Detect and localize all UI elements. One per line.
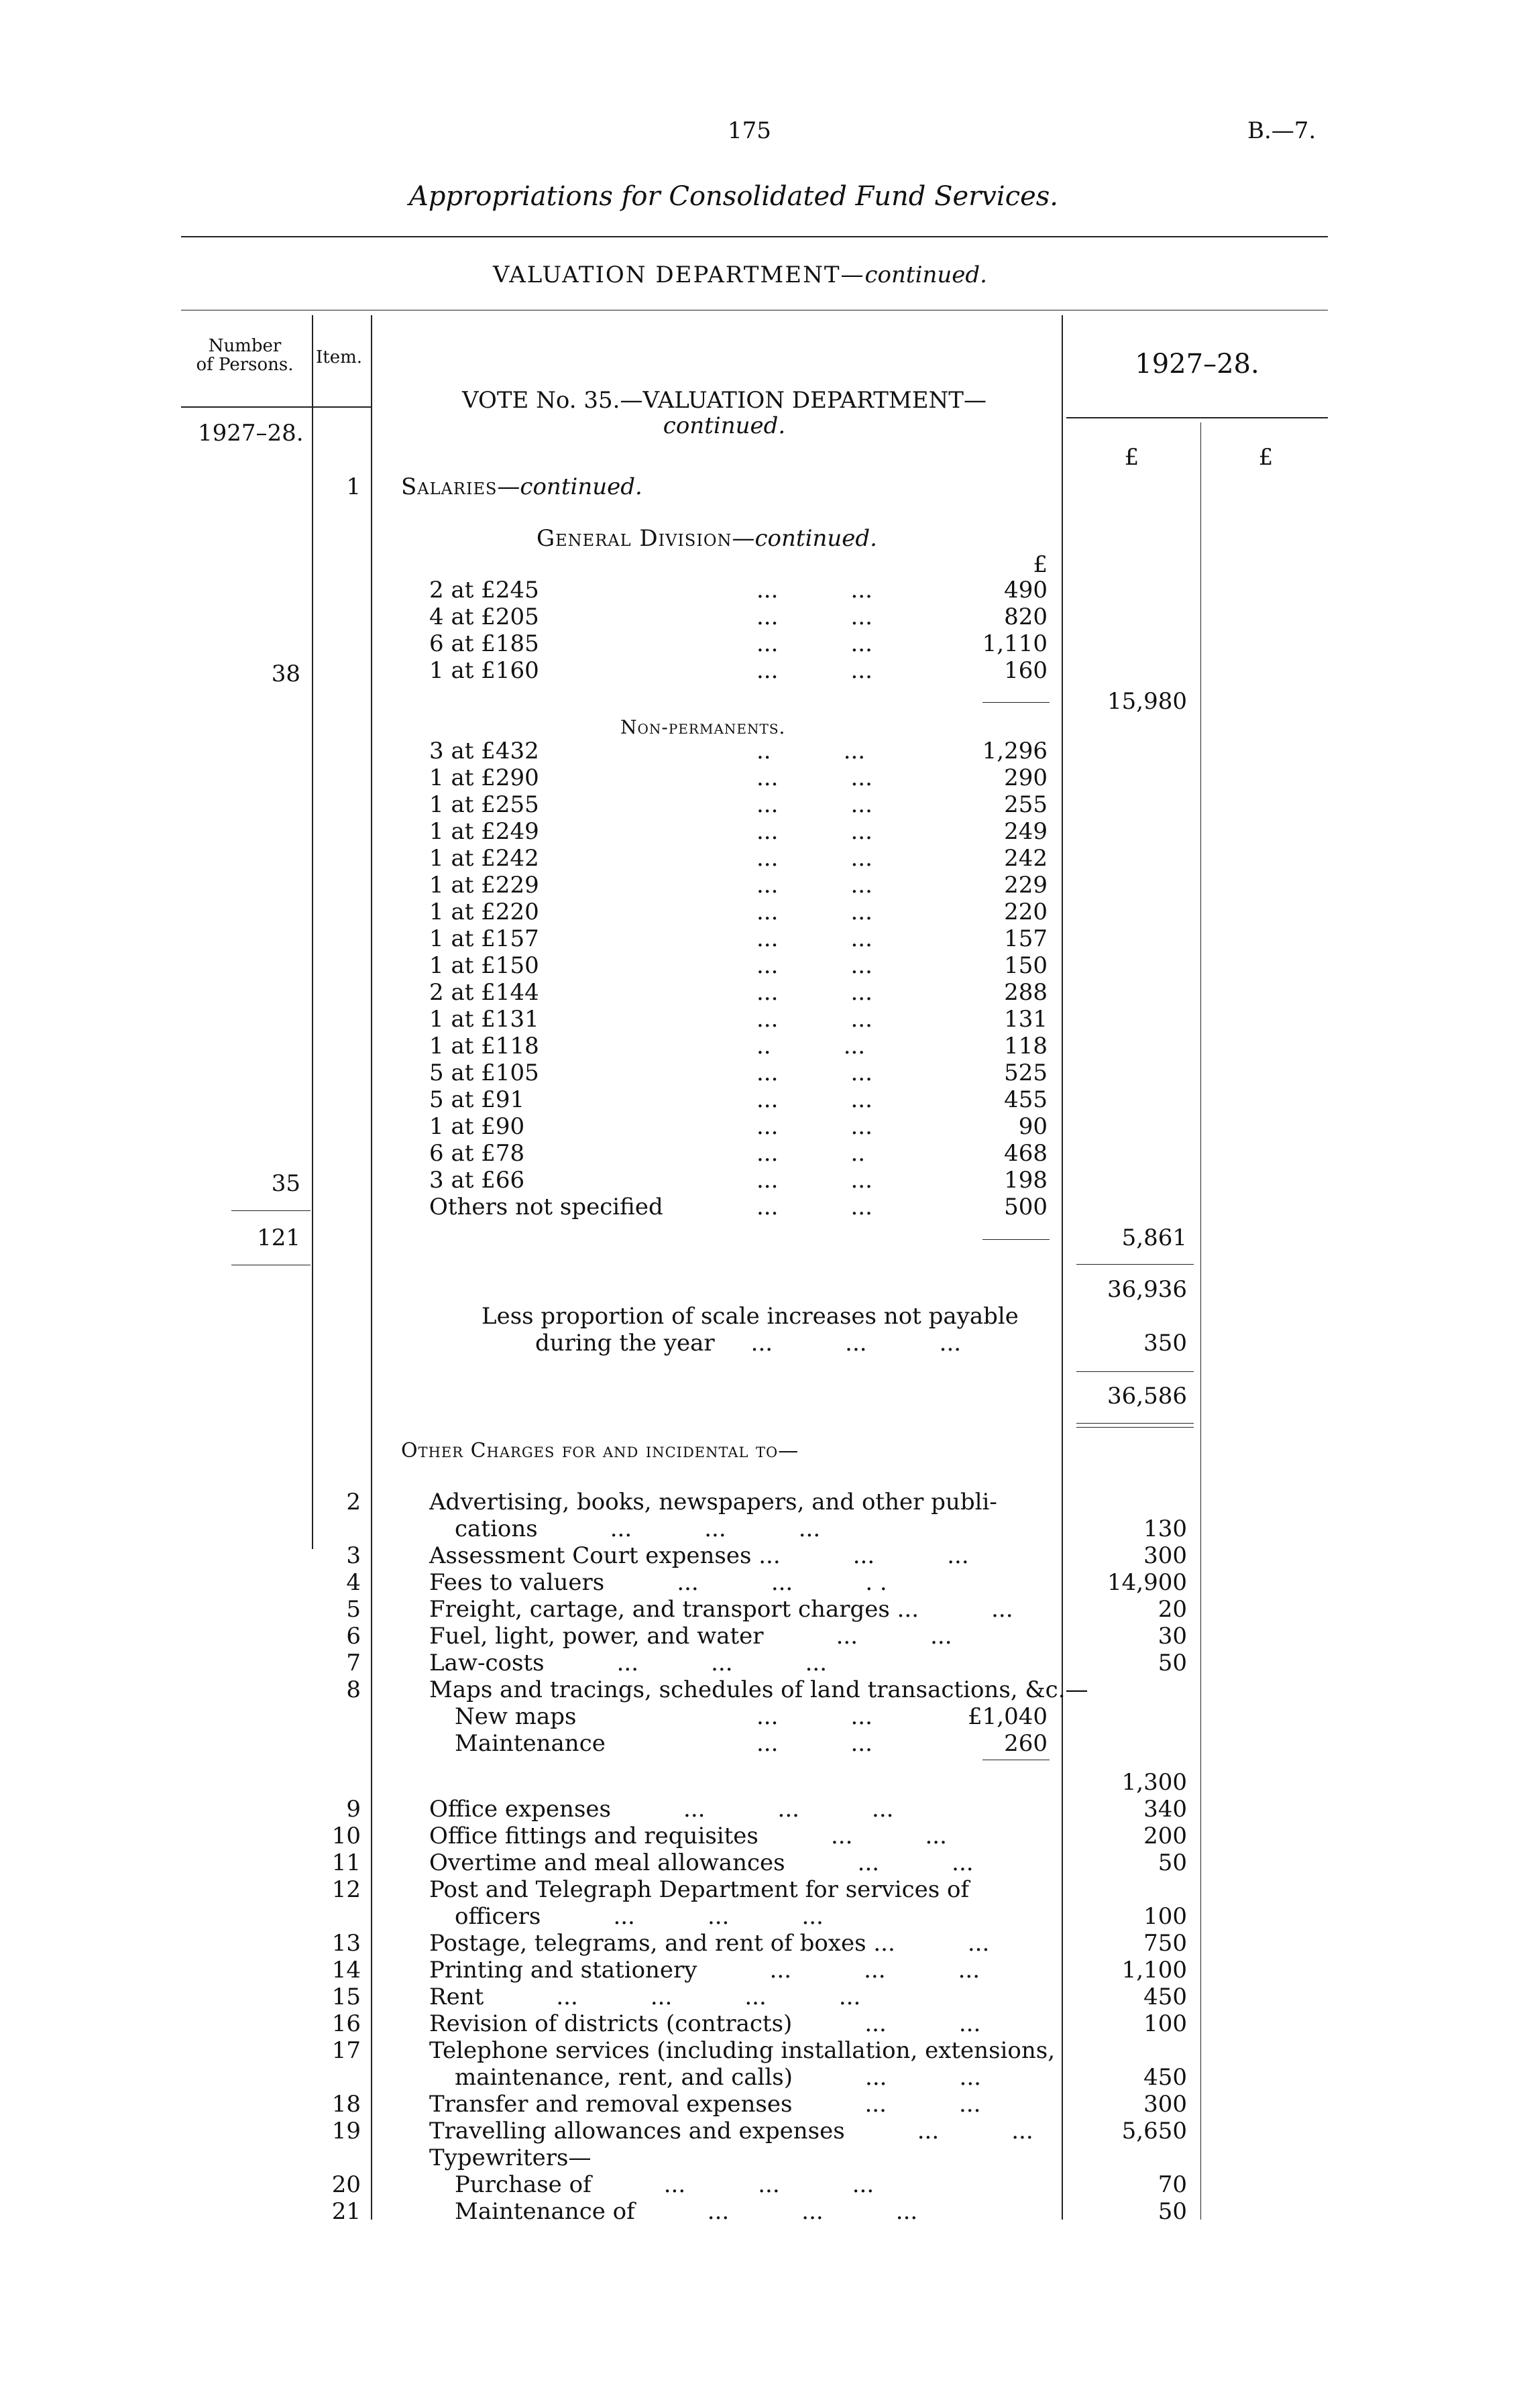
salary-row-amount: 249	[1004, 818, 1048, 845]
item-number: 4	[346, 1569, 361, 1596]
persons-header	[181, 337, 308, 374]
charge-amount: 50	[1158, 2198, 1187, 2225]
inner-pound-label: £	[1033, 551, 1048, 578]
salary-row-description: 1 at £150	[429, 952, 539, 979]
salary-row-description: 6 at £78	[429, 1140, 525, 1167]
salary-row-description: 5 at £91	[429, 1086, 525, 1113]
charge-description: Transfer and removal expenses ... ...	[429, 2091, 981, 2118]
charge-description: Postage, telegrams, and rent of boxes ... ...	[429, 1930, 990, 1957]
salary-row-amount: 1,296	[982, 738, 1048, 764]
salary-row-description: 1 at £242	[429, 845, 539, 872]
subtotal-amount: 36,936	[1107, 1276, 1187, 1303]
salary-row-leader: .. ...	[756, 738, 866, 764]
salary-row-amount: 157	[1004, 925, 1048, 952]
salary-row-leader: ... ...	[756, 1113, 872, 1140]
charge-description: Law-costs ... ... ...	[429, 1650, 828, 1676]
charge-description: Telephone services (including installation, extensions,	[429, 2037, 1056, 2064]
salary-row-amount: 468	[1004, 1140, 1048, 1167]
general-division-continued: —continued.	[732, 525, 877, 552]
map-sub-leader: ... ...	[756, 1730, 872, 1757]
map-sub-leader: ... ...	[756, 1703, 872, 1730]
salary-row-amount: 288	[1004, 979, 1048, 1006]
salary-row-description: 1 at £229	[429, 872, 539, 899]
salary-row-amount: 455	[1004, 1086, 1048, 1113]
map-sub-amount: 260	[1004, 1730, 1048, 1757]
charge-description: Rent ... ... ... ...	[429, 1984, 861, 2010]
salary-row-description: 4 at £205	[429, 604, 539, 630]
subtotal-rule	[1076, 1264, 1194, 1265]
map-sub-amount: £1,040	[968, 1703, 1048, 1730]
salary-row-description: 1 at £220	[429, 899, 539, 925]
other-charges-heading: Other Charges for and incidental to—	[401, 1439, 799, 1463]
net-total-bottom-rule	[1076, 1423, 1194, 1424]
persons-header-line2: of Persons.	[196, 355, 294, 375]
salary-row-leader: ... ...	[756, 764, 872, 791]
charge-description: officers ... ... ...	[455, 1903, 824, 1930]
salary-row-amount: 229	[1004, 872, 1048, 899]
salary-row-amount: 118	[1004, 1033, 1048, 1059]
net-total-bottom-rule-2	[1076, 1427, 1194, 1428]
charge-description: Fuel, light, power, and water ... ...	[429, 1623, 952, 1650]
charge-description: Freight, cartage, and transport charges ... ...	[429, 1596, 1013, 1623]
charge-description: Office fittings and requisites ... ...	[429, 1823, 947, 1849]
text-amount-divider	[1062, 315, 1063, 2220]
item-number: 18	[331, 2091, 361, 2118]
charge-description: Office expenses ... ... ...	[429, 1796, 894, 1823]
general-division-heading	[537, 525, 877, 552]
charge-amount: 20	[1158, 1596, 1187, 1623]
maps-total-amount: 1,300	[1121, 1769, 1187, 1796]
charge-amount: 450	[1143, 1984, 1187, 2010]
document-reference: B.—7.	[1247, 117, 1316, 144]
amount-columns-divider	[1200, 422, 1201, 2220]
salary-row-description: Others not specified	[429, 1194, 663, 1220]
less-proportion-amount: 350	[1143, 1330, 1187, 1357]
salary-row-amount: 820	[1004, 604, 1048, 630]
charge-amount: 300	[1143, 2091, 1187, 2118]
item-number: 12	[331, 1876, 361, 1903]
salary-row-description: 1 at £290	[429, 764, 539, 791]
charge-description: Assessment Court expenses ... ... ...	[429, 1542, 969, 1569]
year-header: 1927–28.	[1135, 349, 1259, 380]
general-division-label: General Division	[537, 525, 732, 552]
salary-row-leader: ... ...	[756, 952, 872, 979]
salary-row-amount: 220	[1004, 899, 1048, 925]
salary-row-amount: 90	[1018, 1113, 1048, 1140]
charge-amount: 340	[1143, 1796, 1187, 1823]
salary-row-description: 2 at £144	[429, 979, 539, 1006]
item-number: 10	[331, 1823, 361, 1849]
charge-amount: 30	[1158, 1623, 1187, 1650]
charge-amount: 5,650	[1121, 2118, 1187, 2144]
item-number: 3	[346, 1542, 361, 1569]
less-proportion-line2: during the year ... ... ...	[535, 1330, 962, 1357]
salaries-label: Salaries	[401, 473, 498, 500]
salary-row-leader: ... ...	[756, 1194, 872, 1220]
charge-amount: 130	[1143, 1515, 1187, 1542]
year-header-rule	[1066, 417, 1328, 418]
vote-title: VOTE No. 35.—VALUATION DEPARTMENT—	[462, 387, 987, 414]
persons-header-line1: Number	[208, 336, 282, 356]
salary-row-description: 1 at £160	[429, 657, 539, 684]
charge-amount: 100	[1143, 2010, 1187, 2037]
salary-row-leader: ... ...	[756, 657, 872, 684]
vote-continued: continued.	[663, 412, 786, 439]
salary-row-description: 1 at £249	[429, 818, 539, 845]
salary-row-description: 1 at £118	[429, 1033, 539, 1059]
salary-row-leader: ... ...	[756, 1086, 872, 1113]
salary-row-leader: .. ...	[756, 1033, 866, 1059]
salary-row-description: 2 at £245	[429, 577, 539, 604]
persons-sum-rule	[231, 1210, 311, 1211]
page-title: Appropriations for Consolidated Fund Services.	[409, 181, 1059, 212]
salary-row-leader: ... ...	[756, 872, 872, 899]
department-name: VALUATION DEPARTMENT—	[493, 262, 865, 288]
charge-description: Overtime and meal allowances ... ...	[429, 1849, 974, 1876]
charge-amount: 50	[1158, 1650, 1187, 1676]
persons-item-divider	[312, 315, 313, 1549]
salary-row-description: 6 at £185	[429, 630, 539, 657]
charge-description: Typewriters—	[429, 2144, 592, 2171]
salary-row-amount: 198	[1004, 1167, 1048, 1194]
salaries-item: 1	[346, 473, 361, 500]
item-number: 9	[346, 1796, 361, 1823]
vote-heading	[402, 388, 1046, 439]
less-proportion-line1: Less proportion of scale increases not payable	[482, 1303, 1019, 1330]
salary-row-description: 5 at £105	[429, 1059, 539, 1086]
charge-amount: 200	[1143, 1823, 1187, 1849]
salary-row-leader: ... ...	[756, 1059, 872, 1086]
salary-row-leader: ... ...	[756, 818, 872, 845]
charge-amount: 450	[1143, 2064, 1187, 2091]
salary-row-amount: 242	[1004, 845, 1048, 872]
salary-row-leader: ... ..	[756, 1140, 866, 1167]
salaries-heading	[401, 473, 642, 500]
item-number: 7	[346, 1650, 361, 1676]
charge-description: Revision of districts (contracts) ... ...	[429, 2010, 981, 2037]
charge-description: Maps and tracings, schedules of land transactions, &c.—	[429, 1676, 1088, 1703]
charge-description: cations ... ... ...	[455, 1515, 821, 1542]
charge-amount: 50	[1158, 1849, 1187, 1876]
charge-description: Post and Telegraph Department for services of	[429, 1876, 970, 1903]
item-number: 16	[331, 2010, 361, 2037]
charge-amount: 100	[1143, 1903, 1187, 1930]
department-heading	[493, 262, 987, 288]
salary-row-amount: 290	[1004, 764, 1048, 791]
salary-row-description: 3 at £66	[429, 1167, 525, 1194]
salary-row-leader: ... ...	[756, 925, 872, 952]
salary-row-amount: 150	[1004, 952, 1048, 979]
general-division-total: 15,980	[1107, 688, 1187, 715]
salary-row-leader: ... ...	[756, 577, 872, 604]
item-number: 13	[331, 1930, 361, 1957]
general-division-persons: 38	[271, 661, 300, 687]
item-text-divider	[371, 315, 372, 2220]
salary-row-amount: 160	[1004, 657, 1048, 684]
salary-row-amount: 255	[1004, 791, 1048, 818]
charge-description: maintenance, rent, and calls) ... ...	[455, 2064, 981, 2091]
charge-description: Advertising, books, newspapers, and other publi-	[429, 1489, 997, 1515]
item-number: 17	[331, 2037, 361, 2064]
persons-year-label: 1927–28.	[198, 420, 304, 447]
total-persons: 121	[257, 1224, 300, 1251]
salary-row-leader: ... ...	[756, 630, 872, 657]
item-number: 5	[346, 1596, 361, 1623]
salary-row-amount: 500	[1004, 1194, 1048, 1220]
item-number: 19	[331, 2118, 361, 2144]
charge-amount: 750	[1143, 1930, 1187, 1957]
salary-row-leader: ... ...	[756, 1167, 872, 1194]
item-number: 2	[346, 1489, 361, 1515]
charge-description: Printing and stationery ... ... ...	[429, 1957, 980, 1984]
item-header: Item.	[316, 347, 363, 367]
salary-row-description: 1 at £131	[429, 1006, 539, 1033]
non-permanents-total: 5,861	[1121, 1224, 1187, 1251]
salary-row-leader: ... ...	[756, 979, 872, 1006]
net-total-amount: 36,586	[1107, 1383, 1187, 1410]
salary-row-amount: 131	[1004, 1006, 1048, 1033]
salary-row-leader: ... ...	[756, 604, 872, 630]
charge-description: Maintenance of ... ... ...	[455, 2198, 918, 2225]
salary-row-leader: ... ...	[756, 791, 872, 818]
charge-amount: 300	[1143, 1542, 1187, 1569]
map-sub-description: Maintenance	[455, 1730, 606, 1757]
salary-row-leader: ... ...	[756, 899, 872, 925]
salary-row-description: 1 at £157	[429, 925, 539, 952]
non-permanents-heading: Non-permanents.	[620, 716, 786, 738]
item-number: 11	[331, 1849, 361, 1876]
charge-amount: 14,900	[1107, 1569, 1187, 1596]
salary-row-amount: 525	[1004, 1059, 1048, 1086]
charge-description: Travelling allowances and expenses ... ...	[429, 2118, 1033, 2144]
salary-row-leader: ... ...	[756, 1006, 872, 1033]
pound-header-1: £	[1124, 444, 1139, 471]
persons-header-rule	[181, 406, 371, 408]
non-permanents-persons: 35	[271, 1170, 300, 1197]
item-number: 21	[331, 2198, 361, 2225]
salary-row-leader: ... ...	[756, 845, 872, 872]
item-number: 6	[346, 1623, 361, 1650]
net-total-top-rule	[1076, 1371, 1194, 1372]
charge-description: Fees to valuers ... ... . .	[429, 1569, 887, 1596]
page-number: 175	[728, 117, 771, 144]
salary-row-description: 3 at £432	[429, 738, 539, 764]
department-continued: continued.	[864, 262, 987, 288]
salary-row-description: 1 at £90	[429, 1113, 525, 1140]
item-number: 20	[331, 2171, 361, 2198]
salary-row-amount: 490	[1004, 577, 1048, 604]
item-number: 15	[331, 1984, 361, 2010]
salaries-continued: —continued.	[497, 473, 642, 500]
salary-row-description: 1 at £255	[429, 791, 539, 818]
charge-amount: 1,100	[1121, 1957, 1187, 1984]
non-permanents-sum-rule	[982, 1239, 1050, 1240]
map-sub-description: New maps	[455, 1703, 577, 1730]
charge-description: Purchase of ... ... ...	[455, 2171, 875, 2198]
pound-header-2: £	[1258, 444, 1274, 471]
item-number: 14	[331, 1957, 361, 1984]
item-number: 8	[346, 1676, 361, 1703]
general-division-sum-rule	[982, 702, 1050, 703]
title-rule	[181, 236, 1328, 237]
charge-amount: 70	[1158, 2171, 1187, 2198]
salary-row-amount: 1,110	[982, 630, 1048, 657]
